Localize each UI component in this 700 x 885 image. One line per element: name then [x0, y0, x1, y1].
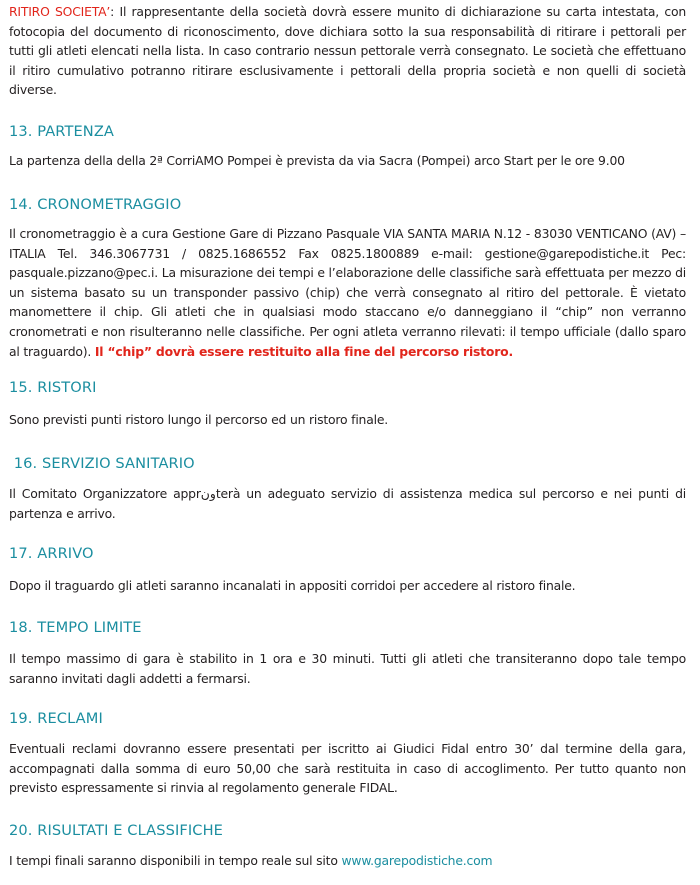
section-body-reclami — [9, 739, 686, 798]
section-reclami — [9, 709, 686, 729]
results-site-link[interactable]: www.garepodistiche.com — [341, 853, 493, 868]
reclami-text: Eventuali reclami dovranno essere presentati per iscritto ai Giudici Fidal entro 30’ dal termine della gara, accompagnati dalla somma di euro 50,00 che sarà restituita in caso di accoglimento. Per tutto quanto non previsto espressamente si rinvia al regolamento generale FIDAL. — [9, 741, 686, 796]
section-title-arrivo: 17. ARRIVO — [9, 545, 94, 562]
section-title-cronometraggio: 14. CRONOMETRAGGIO — [9, 196, 182, 213]
ritiro-societa-block — [9, 2, 686, 100]
section-tempo-limite — [9, 618, 686, 638]
sanitario-text: Il Comitato Organizzatore apprونterà un adeguato servizio di assistenza medica sul percorso e nei punti di partenza e arrivo. — [9, 486, 686, 521]
section-body-partenza — [9, 151, 686, 171]
cronometraggio-paragraph — [9, 224, 686, 361]
section-ristori — [9, 378, 686, 398]
section-body-arrivo — [9, 576, 686, 596]
section-partenza — [9, 122, 686, 142]
chip-highlight: Il “chip” dovrà essere restituito alla fine del percorso ristoro. — [94, 343, 513, 359]
section-body-risultati — [9, 851, 686, 871]
section-title-risultati: 20. RISULTATI E CLASSIFICHE — [9, 822, 223, 839]
ritiro-societa-label: RITIRO SOCIETA’ — [9, 4, 111, 19]
section-arrivo — [9, 544, 686, 564]
section-body-ristori — [9, 410, 686, 430]
arrivo-text: Dopo il traguardo gli atleti saranno incanalati in appositi corridoi per accedere al ristoro finale. — [9, 578, 576, 593]
section-body-tempo-limite — [9, 649, 686, 688]
ritiro-societa-paragraph — [9, 2, 686, 100]
ristori-text: Sono previsti punti ristoro lungo il percorso ed un ristoro finale. — [9, 412, 389, 427]
risultati-paragraph — [9, 851, 686, 871]
section-cronometraggio — [9, 195, 686, 215]
section-title-tempo-limite: 18. TEMPO LIMITE — [9, 619, 142, 636]
section-title-ristori: 15. RISTORI — [9, 379, 97, 396]
section-body-sanitario — [9, 484, 686, 523]
partenza-text: La partenza della della 2ª CorriAMO Pompei è prevista da via Sacra (Pompei) arco Start per le ore 9.00 — [9, 153, 625, 168]
tempo-limite-text: Il tempo massimo di gara è stabilito in 1 ora e 30 minuti. Tutti gli atleti che transiteranno dopo tale tempo saranno invitati dagli addetti a fermarsi. — [9, 651, 686, 686]
section-risultati — [9, 821, 686, 841]
risultati-text: I tempi finali saranno disponibili in tempo reale sul sito — [9, 853, 342, 868]
section-title-sanitario: 16. SERVIZIO SANITARIO — [9, 455, 195, 472]
section-body-cronometraggio — [9, 224, 686, 361]
cronometraggio-text: Il cronometraggio è a cura Gestione Gare di Pizzano Pasquale VIA SANTA MARIA N.12 - 83030 VENTICANO (AV) – ITALIA Tel. 346.3067731 / 0825.1686552 Fax 0825.1800889 e-mail: gestione@garepodistiche.it Pec: pasquale.pizzano@pec.i. La misurazione dei tempi e l’elaborazione delle classifiche sarà effettuata per mezzo di un sistema basato su un transponder passivo (chip) che verrà consegnato al ritiro del pettorale. È vietato manomettere il chip. Gli atleti che in qualsiasi modo staccano e/o danneggiano il “chip” non verranno cronometrati e non risulteranno nelle classifiche. Per ogni atleta verranno rilevati: il tempo ufficiale (dallo sparo al traguardo). — [9, 226, 686, 359]
section-title-partenza: 13. PARTENZA — [9, 123, 115, 140]
section-title-reclami: 19. RECLAMI — [9, 710, 103, 727]
section-sanitario — [9, 454, 686, 474]
ritiro-societa-text: : Il rappresentante della società dovrà essere munito di dichiarazione su carta intestata, con fotocopia del documento di riconoscimento, dove dichiara sotto la sua responsabilità di ritirare i pettorali per tutti gli atleti elencati nella lista. In caso contrario nessun pettorale verrà consegnato. Le società che effettuano il ritiro cumulativo potranno ritirare esclusivamente i pettorali della propria società e non quelli di società diverse. — [9, 4, 686, 98]
